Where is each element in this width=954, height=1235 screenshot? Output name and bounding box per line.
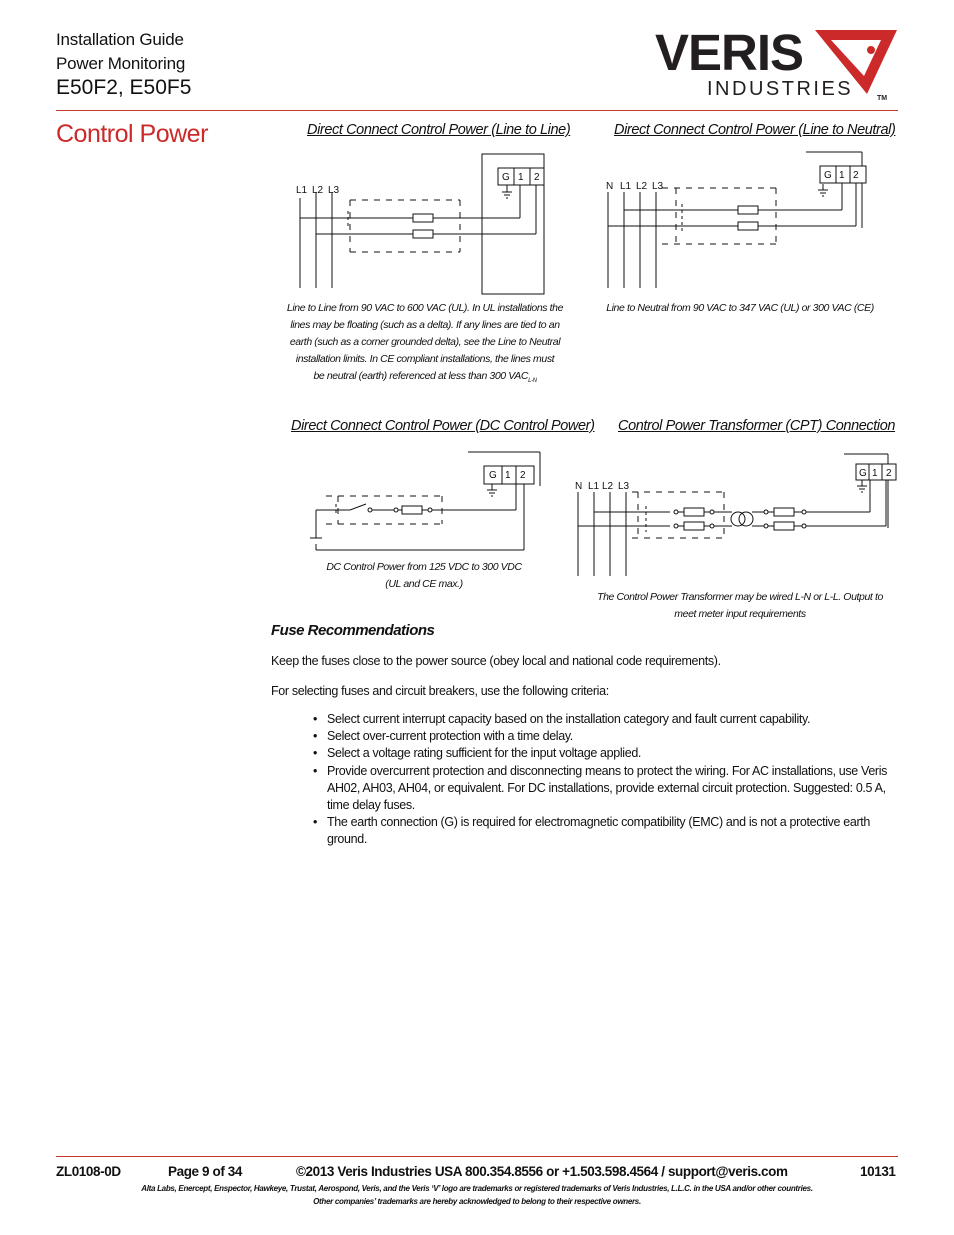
diagram-title-line-to-neutral: Direct Connect Control Power (Line to Neutral) bbox=[614, 122, 896, 138]
caption-line: Line to Line from 90 VAC to 600 VAC (UL). In UL installations the bbox=[286, 302, 564, 314]
header-rule bbox=[56, 110, 898, 111]
caption-line: DC Control Power from 125 VDC to 300 VDC bbox=[326, 561, 522, 573]
caption-line: lines may be floating (such as a delta). If any lines are tied to an bbox=[290, 319, 560, 331]
section-title: Control Power bbox=[56, 120, 208, 148]
diagram-cpt bbox=[570, 450, 910, 580]
terminal-g: G bbox=[824, 170, 832, 181]
caption-subscript: L-N bbox=[528, 378, 537, 385]
terminal-g: G bbox=[859, 468, 867, 479]
footer-legal-owners: Other companies’ trademarks are hereby acknowledged to belong to their respective owners. bbox=[313, 1197, 641, 1206]
diagram-title-cpt: Control Power Transformer (CPT) Connection bbox=[618, 418, 896, 434]
terminal-1: 1 bbox=[518, 172, 524, 183]
fuse-paragraph-2: For selecting fuses and circuit breakers, use the following criteria: bbox=[271, 684, 609, 698]
diagram-dc bbox=[306, 446, 546, 556]
line-label-l2: L2 bbox=[636, 181, 648, 192]
terminal-2: 2 bbox=[853, 170, 859, 181]
caption-line bbox=[280, 368, 570, 390]
footer-code: 10131 bbox=[860, 1164, 896, 1179]
terminal-g: G bbox=[489, 470, 497, 481]
line-label-l3: L3 bbox=[618, 481, 630, 492]
logo-tm: TM bbox=[877, 95, 888, 102]
terminal-2: 2 bbox=[520, 470, 526, 481]
list-item: • Select current interrupt capacity based on the installation category and fault current capability. bbox=[310, 711, 910, 728]
logo-brand-text: VERIS bbox=[655, 24, 804, 81]
footer-rule bbox=[56, 1156, 898, 1157]
caption-line: earth (such as a corner grounded delta), see the Line to Neutral bbox=[289, 336, 561, 348]
line-label-n: N bbox=[606, 181, 614, 192]
header-line-model: E50F2, E50F5 bbox=[56, 76, 192, 99]
line-label-n: N bbox=[575, 481, 583, 492]
diagram-line-to-line bbox=[290, 148, 560, 293]
caption-cpt bbox=[580, 589, 900, 623]
header-line-category: Power Monitoring bbox=[56, 54, 186, 73]
line-label-l1: L1 bbox=[296, 185, 308, 196]
caption-dc bbox=[306, 559, 542, 593]
logo-dot-mark bbox=[867, 46, 875, 54]
terminal-1: 1 bbox=[505, 470, 511, 481]
line-label-l1: L1 bbox=[588, 481, 600, 492]
fuse-heading: Fuse Recommendations bbox=[271, 622, 435, 639]
footer-doc-number: ZL0108-0D bbox=[56, 1164, 121, 1179]
footer-legal-trademarks: Alta Labs, Enercept, Enspector, Hawkeye, Trustat, Aerospond, Veris, and the Veris ‘V’ logo are trademarks or registered trademarks of Veris Industries, L.L.C. in the USA and/or other countries. bbox=[141, 1184, 813, 1193]
terminal-g: G bbox=[502, 172, 510, 183]
header-line-guide: Installation Guide bbox=[56, 30, 184, 49]
line-label-l2: L2 bbox=[602, 481, 614, 492]
line-label-l1: L1 bbox=[620, 181, 632, 192]
line-label-l2: L2 bbox=[312, 185, 324, 196]
fuse-paragraph-1: Keep the fuses close to the power source (obey local and national code requirements). bbox=[271, 654, 721, 668]
list-item: • Select a voltage rating sufficient for the input voltage applied. bbox=[310, 745, 910, 762]
line-label-l3: L3 bbox=[652, 181, 664, 192]
list-item: • The earth connection (G) is required for electromagnetic compatibility (EMC) and is not a protective earth ground. bbox=[310, 814, 910, 848]
caption-line: The Control Power Transformer may be wired L-N or L-L. Output to bbox=[597, 591, 883, 603]
caption-line: meet meter input requirements bbox=[674, 608, 806, 620]
caption-line-to-line bbox=[280, 300, 570, 390]
list-item: • Provide overcurrent protection and disconnecting means to protect the wiring. For AC installations, use Veris AH02, AH03, AH04, or equivalent. For DC installations, provide external circuit protection. Suggested: 0.5 A, time delay fuses. bbox=[310, 763, 910, 815]
diagram-line-to-neutral bbox=[600, 148, 880, 293]
footer-page-number: Page 9 of 34 bbox=[168, 1164, 242, 1179]
diagram-title-dc: Direct Connect Control Power (DC Control Power) bbox=[291, 418, 595, 434]
caption-line: (UL and CE max.) bbox=[385, 578, 463, 590]
fuse-criteria-list bbox=[310, 711, 910, 849]
diagram-title-line-to-line: Direct Connect Control Power (Line to Line) bbox=[307, 122, 571, 138]
caption-line: installation limits. In CE compliant installations, the lines must bbox=[295, 353, 555, 365]
line-label-l3: L3 bbox=[328, 185, 340, 196]
terminal-2: 2 bbox=[534, 172, 540, 183]
veris-logo bbox=[655, 24, 897, 104]
footer-contact: ©2013 Veris Industries USA 800.354.8556 or +1.503.598.4564 / support@veris.com bbox=[296, 1164, 788, 1179]
terminal-1: 1 bbox=[872, 468, 878, 479]
list-item: • Select over-current protection with a time delay. bbox=[310, 728, 910, 745]
terminal-2: 2 bbox=[886, 468, 892, 479]
document-header bbox=[56, 28, 191, 100]
caption-text: be neutral (earth) referenced at less than 300 VAC bbox=[313, 370, 529, 382]
logo-sub-text: INDUSTRIES bbox=[707, 78, 854, 100]
caption-line-to-neutral: Line to Neutral from 90 VAC to 347 VAC (UL) or 300 VAC (CE) bbox=[606, 302, 874, 314]
terminal-1: 1 bbox=[839, 170, 845, 181]
